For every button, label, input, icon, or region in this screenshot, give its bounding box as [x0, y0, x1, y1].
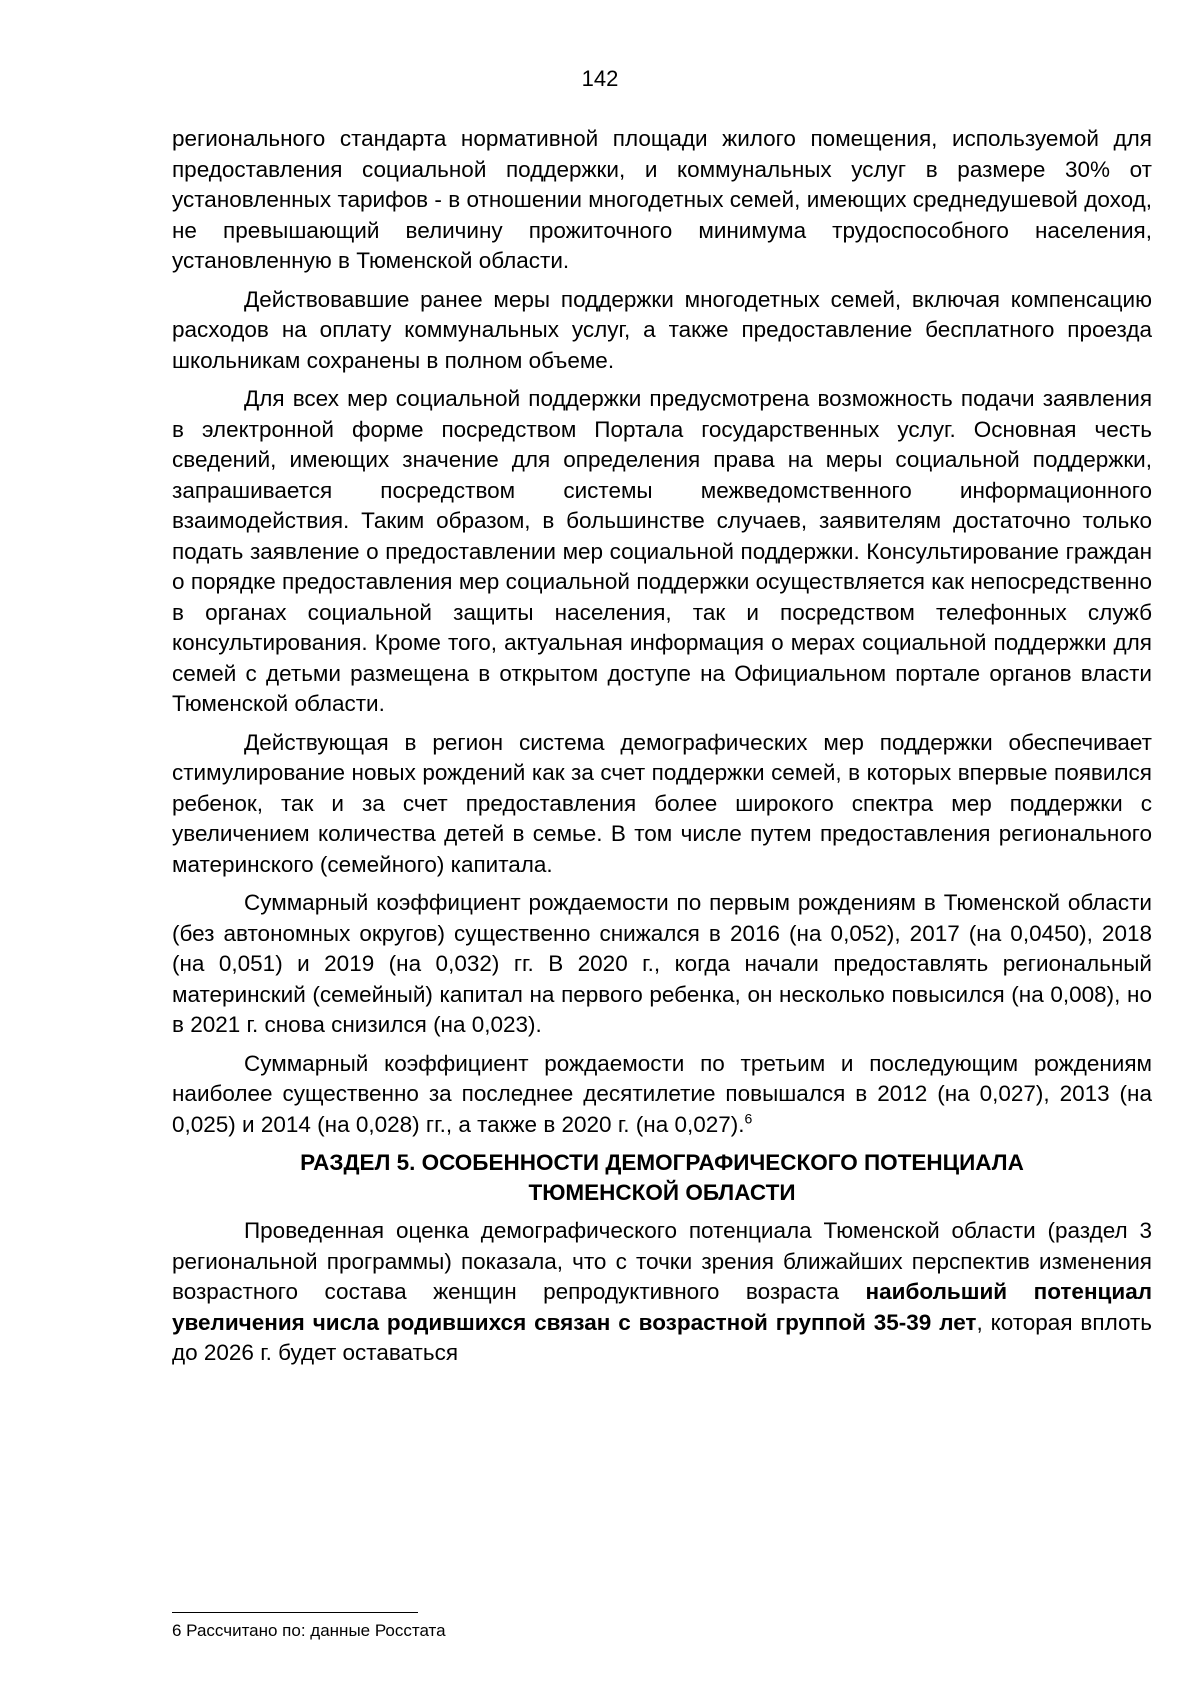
paragraph-previous-measures: Действовавшие ранее меры поддержки многодетных семей, включая компенсацию расходов на оплату коммунальных услуг, а также предоставление бесплатного проезда школьникам сохранены в полном объеме.: [172, 286, 1152, 373]
potential-text-bold: наибольший потенциал увеличения числа родившихся связан с возрастной группой 35-39 лет: [172, 1279, 1152, 1335]
paragraph-potential-assessment: [172, 1216, 1152, 1369]
potential-text-start: Проведенная оценка демографического потенциала Тюменской области (раздел 3 региональной программы) показала, что с точки зрения ближайших перспектив изменения возрастного состава женщин репродуктивного возраста: [172, 1218, 1152, 1304]
potential-text-end: , которая вплоть до 2026 г. будет оставаться: [172, 1309, 1152, 1365]
page-content: [172, 124, 1152, 1377]
footnote-reference: 6: [744, 1110, 753, 1126]
paragraph-housing-standard: регионального стандарта нормативной площади жилого помещения, используемой для предоставления социальной поддержки, и коммунальных услуг в размере 30% от установленных тарифов - в отношении многодетных семей, имеющих среднедушевой доход, не превышающий величину прожиточного минимума трудоспособного населения, установленную в Тюменской области.: [172, 126, 1152, 273]
section-title-line-1: РАЗДЕЛ 5. ОСОБЕННОСТИ ДЕМОГРАФИЧЕСКОГО ПОТЕНЦИАЛА: [300, 1150, 1024, 1175]
section-title-line-2: ТЮМЕНСКОЙ ОБЛАСТИ: [528, 1180, 796, 1205]
page-number: 142: [581, 66, 619, 91]
paragraph-first-births-rate: Суммарный коэффициент рождаемости по первым рождениям в Тюменской области (без автономных округов) существенно снижался в 2016 (на 0,052), 2017 (на 0,0450), 2018 (на 0,051) и 2019 (на 0,032) гг. В 2020 г., когда начали предоставлять региональный материнский (семейный) капитал на первого ребенка, он несколько повысился (на 0,008), но в 2021 г. снова снизился (на 0,023).: [172, 890, 1152, 1037]
section-title: [172, 1148, 1152, 1208]
footnote-divider: [172, 1612, 418, 1613]
paragraph-demographic-system: Действующая в регион система демографических мер поддержки обеспечивает стимулирование новых рождений как за счет поддержки семей, в которых впервые появился ребенок, так и за счет предоставления более широкого спектра мер поддержки с увеличением количества детей в семье. В том числе путем предоставления регионального материнского (семейного) капитала.: [172, 729, 1152, 877]
paragraph-electronic-application: Для всех мер социальной поддержки предусмотрена возможность подачи заявления в электронной форме посредством Портала государственных услуг. Основная честь сведений, имеющих значение для определения права на меры социальной поддержки, запрашивается посредством системы межведомственного информационного взаимодействия. Таким образом, в большинстве случаев, заявителям достаточно только подать заявление о предоставлении мер социальной поддержки. Консультирование граждан о порядке предоставления мер социальной поддержки осуществляется как непосредственно в органах социальной защиты населения, так и посредством телефонных служб консультирования. Кроме того, актуальная информация о мерах социальной поддержки для семей с детьми размещена в открытом доступе на Официальном портале органов власти Тюменской области.: [172, 386, 1152, 716]
third-births-text: Суммарный коэффициент рождаемости по третьим и последующим рождениям наиболее существенно за последнее десятилетие повышался в 2012 (на 0,027), 2013 (на 0,025) и 2014 (на 0,028) гг., а также в 2020 г. (на 0,027).: [172, 1050, 1152, 1137]
footnote: 6 Рассчитано по: данные Росстата: [172, 1621, 446, 1640]
paragraph-third-births-rate: [172, 1049, 1152, 1141]
